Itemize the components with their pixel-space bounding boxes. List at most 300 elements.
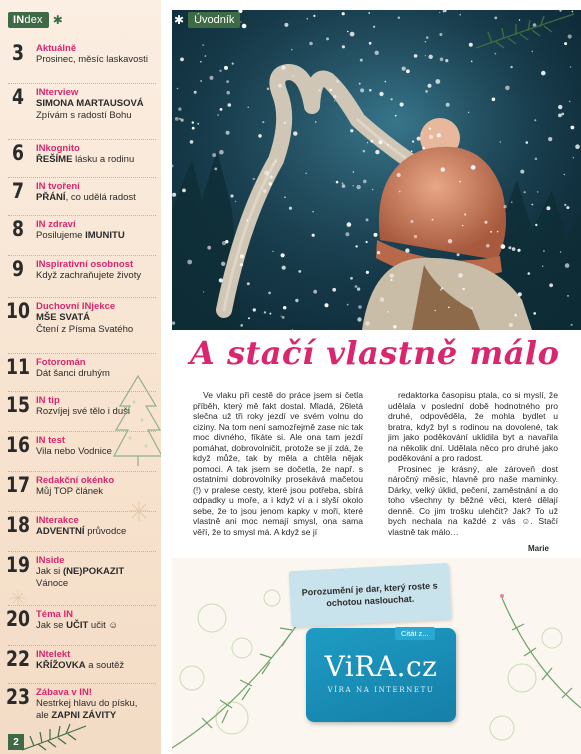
index-separator [8, 353, 156, 354]
snowflake [565, 263, 570, 268]
article-paragraph: Ve vlaku při cestě do práce jsem si četla příběh, který mě fakt dostal. Mladá, 26letá slečna už tři roky jezdí ve svém volnu do ciziny. Na tom není samozřejmě zase nic tak moc divného, fíkáte si. Ale ona tam jezdí pomáhat, dobrovolničit, protože se jí zdá, že když může, tak by měla a chtěla nějak pomoci. A tak jsem se dočetla, že např. s ostatními dobrovolníky prosekává mačetou (!) v pralese cesty, které jsou potřeba, sbírá odpadky u moře, a i když ví a i slyší okolo sebe, že to jsou jenom kapky v moři, které vlastně ani moc nemají smysl, ona sama věří, že to smysl má. A když se jí [193, 390, 363, 537]
snowflake [412, 140, 414, 142]
index-item-text [36, 180, 161, 204]
snowflake [459, 14, 461, 16]
snowflake [221, 262, 225, 266]
snowflake [369, 42, 372, 45]
snowflake [439, 12, 440, 13]
snowflake [432, 219, 434, 221]
snowflake [528, 272, 531, 275]
snowflake [373, 26, 375, 28]
snowflake [190, 140, 194, 144]
index-title: Posilujeme IMUNITU [36, 230, 125, 241]
snowflake [548, 137, 552, 141]
index-item[interactable] [0, 300, 161, 336]
snowflake [393, 325, 396, 328]
snowflake [264, 171, 269, 176]
quote-text: Porozumění je dar, který roste s ochotou naslouchat. [301, 580, 438, 609]
snowflake [253, 308, 256, 311]
snowflake [501, 244, 506, 249]
index-title: Rozvíjej své tělo i duši [36, 406, 130, 417]
index-title: ŘEŠÍME lásku a rodinu [36, 154, 135, 165]
snowflake-icon: ✱ [174, 13, 185, 27]
snowflake [504, 205, 507, 208]
snowflake [366, 271, 369, 274]
index-category: INtelekt [36, 649, 71, 660]
index-tag: INdex [8, 12, 49, 28]
editorial-header [174, 12, 240, 28]
snowflake [275, 161, 277, 163]
snowflake [390, 279, 392, 281]
snowflake [293, 131, 297, 135]
snowflake [509, 323, 513, 327]
index-page-number: 18 [6, 513, 30, 537]
snowflake [281, 316, 282, 317]
index-column [0, 0, 165, 754]
snowflake [298, 270, 301, 273]
snowflake [360, 88, 364, 92]
snowflake [387, 144, 389, 146]
snowflake [210, 76, 214, 80]
snowflake [312, 234, 315, 237]
snowflake [342, 182, 344, 184]
snowflake [421, 132, 423, 134]
snowflake [367, 142, 368, 143]
index-item[interactable] [0, 554, 161, 590]
snowflake [284, 197, 286, 199]
snowflake [226, 91, 230, 95]
snowflake [400, 102, 404, 106]
snowflake [398, 17, 400, 19]
snowflake [278, 84, 282, 88]
index-category: Téma IN [36, 609, 73, 620]
snowflake [363, 180, 367, 184]
snowflake [535, 224, 537, 226]
snowflake [514, 314, 517, 317]
snowflake [291, 49, 293, 51]
snowflake-icon [128, 500, 150, 522]
index-category: INterakce [36, 515, 79, 526]
snowflake [202, 44, 204, 46]
snowflake [390, 98, 392, 100]
snowflake [532, 51, 534, 53]
snowflake [225, 240, 228, 243]
index-item[interactable] [0, 42, 161, 66]
snowflake [226, 131, 230, 135]
snowflake [253, 178, 255, 180]
snowflake-icon: ✱ [52, 13, 63, 27]
index-category: IN zdraví [36, 219, 76, 230]
snowflake [240, 263, 243, 266]
index-category: Aktuálně [36, 43, 77, 54]
snowflake [387, 311, 389, 313]
snowflake [518, 292, 522, 296]
snowflake [283, 306, 286, 309]
index-page-number: 10 [6, 299, 30, 323]
snowflake [571, 324, 573, 326]
index-title: Když zachraňujete životy [36, 270, 142, 281]
index-separator [8, 645, 156, 646]
snowflake [414, 54, 418, 58]
index-item[interactable] [0, 258, 161, 282]
snowflake [542, 266, 543, 267]
index-page-number: 16 [6, 433, 30, 457]
snowflake [458, 273, 463, 278]
snowflake [385, 81, 387, 83]
index-header [8, 12, 63, 28]
snowflake [230, 194, 233, 197]
index-category: IN test [36, 435, 66, 446]
snowflake [505, 86, 510, 91]
index-subtitle: ale ZAPNI ZÁVITY [36, 710, 117, 721]
snowflake [270, 175, 273, 178]
snowflake [570, 66, 572, 68]
snowflake [217, 114, 219, 116]
snowflake [464, 213, 466, 215]
snowflake [405, 248, 409, 252]
index-page-number: 7 [12, 179, 24, 203]
quote-source-badge: Citát z... [395, 627, 435, 640]
snowflake [262, 121, 264, 123]
snowflake [566, 206, 569, 209]
snowflake [492, 98, 496, 102]
snowflake [182, 189, 186, 193]
index-category: Fotoromán [36, 357, 86, 368]
snowflake [268, 292, 271, 295]
snowflake [471, 165, 476, 170]
index-item[interactable] [0, 608, 161, 632]
snowflake [192, 121, 194, 123]
snowflake [240, 254, 244, 258]
index-title: SIMONA MARTAUSOVÁ [36, 98, 144, 109]
snowflake [520, 170, 524, 174]
index-item[interactable] [0, 180, 161, 204]
index-item[interactable] [0, 86, 161, 122]
snowflake [282, 316, 285, 319]
index-separator [8, 551, 156, 552]
snowflake [399, 191, 401, 193]
snowflake [571, 126, 575, 130]
snowflake [178, 107, 181, 110]
index-item-text [36, 686, 161, 722]
index-category: Duchovní INjekce [36, 301, 116, 312]
snowflake [200, 80, 202, 82]
index-separator [8, 605, 156, 606]
index-separator [8, 471, 156, 472]
snowflake [180, 58, 184, 62]
snowflake [564, 204, 566, 206]
snowflake [435, 79, 440, 84]
index-item[interactable] [0, 218, 161, 242]
snowflake [375, 51, 379, 55]
snowflake [440, 289, 442, 291]
snowflake [203, 291, 204, 292]
snowflake [410, 220, 413, 223]
snowflake [379, 140, 383, 144]
index-item[interactable] [0, 142, 161, 166]
vira-logo: ViRA.cz [324, 650, 438, 683]
snowflake [347, 31, 349, 33]
index-category: Redakční okénko [36, 475, 115, 486]
snowflake [226, 80, 229, 83]
snowflake [537, 191, 539, 193]
snowflake [177, 88, 179, 90]
snowflake [526, 141, 529, 144]
article-column-2 [388, 390, 558, 537]
snowflake [219, 150, 224, 155]
index-page-number: 19 [6, 553, 30, 577]
author-signature: Marie [528, 544, 549, 553]
index-item[interactable] [0, 686, 161, 722]
snowflake [366, 241, 368, 243]
index-page-number: 11 [6, 355, 30, 379]
article-paragraph: Prosinec je krásný, ale zároveň dost náročný měsíc, hlavně pro naše maminky. Dárky, velký úklid, pečení, zaměstnání a do toho všechny ty běžné věci, které dělají denně. Co jim trošku ulehčit? Jak? To už bych nechala na každé z vás ☺. Stačí vlastně tak málo… [388, 463, 558, 537]
snowflake [490, 231, 492, 233]
christmas-tree-icon [112, 372, 164, 468]
index-item-text [36, 648, 161, 672]
snowflake [485, 221, 488, 224]
snowflake [434, 310, 436, 312]
snowflake [242, 24, 247, 29]
index-item-text [36, 608, 161, 632]
snowflake [312, 211, 314, 213]
index-subtitle: Zpívám s radostí Bohu [36, 110, 132, 121]
index-title: PŘÁNÍ, co udělá radost [36, 192, 136, 203]
snowflake [240, 21, 241, 22]
snowflake [422, 147, 425, 150]
snowflake [549, 283, 553, 287]
snowflake [448, 239, 452, 243]
snowflake [543, 250, 545, 252]
snowflake [534, 119, 536, 121]
snowflake [284, 122, 286, 124]
snowflake [372, 189, 374, 191]
snowflake [214, 168, 217, 171]
snowflake [441, 167, 445, 171]
snowflake [546, 206, 550, 210]
snowflake [350, 277, 353, 280]
snowflake [326, 37, 329, 40]
snowflake [395, 115, 397, 117]
snowflake [500, 141, 502, 143]
index-separator [8, 215, 156, 216]
index-category: Zábava v IN! [36, 687, 92, 698]
snowflake [425, 55, 426, 56]
snowflake [569, 101, 571, 103]
snowflake [235, 201, 237, 203]
index-item[interactable] [0, 648, 161, 672]
snowflake [573, 157, 574, 158]
snowflake [269, 182, 273, 186]
snowflake [531, 204, 533, 206]
index-separator [8, 683, 156, 684]
snowflake [511, 202, 512, 203]
snowflake [350, 32, 355, 37]
snowflake [446, 103, 450, 107]
snowflake [325, 303, 329, 307]
snowflake [462, 225, 463, 226]
index-separator [8, 177, 156, 178]
index-title: Jak se UČIT učit ☺ [36, 620, 119, 631]
index-category: INkognito [36, 143, 80, 154]
snowflake [212, 153, 216, 157]
hero-photo [172, 10, 581, 330]
snowflake [333, 95, 336, 98]
snowflake [417, 137, 421, 141]
snowflake [332, 288, 336, 292]
snowflake [363, 150, 366, 153]
snowflake [425, 41, 427, 43]
snowflake [307, 18, 308, 19]
snowflake [273, 164, 274, 165]
pine-branch-icon [20, 722, 90, 752]
index-category: IN tip [36, 395, 60, 406]
snowflake [281, 253, 285, 257]
snowflake [258, 134, 262, 138]
index-item-text [36, 474, 161, 498]
snowflake [292, 75, 293, 76]
index-item[interactable] [0, 474, 161, 498]
headline: A stačí vlastně málo [190, 334, 560, 372]
snowflake [428, 84, 432, 88]
snowflake [179, 118, 181, 120]
snowflake [309, 42, 313, 46]
snowflake [353, 185, 354, 186]
index-page-number: 9 [12, 257, 24, 281]
snowflake [187, 260, 192, 265]
snowflake [471, 61, 473, 63]
page-number: 2 [8, 734, 24, 750]
index-title: Nestrkej hlavu do písku, [36, 698, 138, 709]
snowflake [371, 140, 374, 143]
snowflake [366, 218, 369, 221]
snowflake [379, 92, 383, 96]
snowflake [353, 171, 354, 172]
snowflake [228, 103, 232, 107]
snowflake [240, 324, 243, 327]
snowflake [535, 158, 538, 161]
snowflake [197, 123, 199, 125]
snowflake [295, 299, 298, 302]
snowflake [425, 90, 428, 93]
snowflake [313, 15, 315, 17]
snowflake [406, 69, 410, 73]
snowflake [374, 233, 378, 237]
snowflake [284, 23, 288, 27]
index-page-number: 23 [6, 685, 30, 709]
index-page-number: 22 [6, 647, 30, 671]
index-page-number: 6 [12, 141, 24, 165]
snowflake [282, 266, 286, 270]
snowflake [402, 67, 406, 71]
index-subtitle: Vánoce [36, 578, 69, 589]
snowflake [355, 245, 357, 247]
snowflake [512, 247, 516, 251]
snowflake [439, 33, 442, 36]
snowflake [194, 91, 197, 94]
snowflake [575, 144, 580, 149]
snowflake [360, 59, 363, 62]
snowflake [313, 290, 317, 294]
snowflake [334, 100, 335, 101]
snowflake [365, 321, 369, 325]
index-subtitle: Čtení z Písma Svatého [36, 324, 134, 335]
snowflake [357, 317, 361, 321]
snowflake [445, 59, 448, 62]
snowflake [263, 189, 266, 192]
snowflake [200, 61, 202, 63]
snowflake [336, 181, 339, 184]
snowflake [315, 121, 316, 122]
snowflake [342, 184, 346, 188]
snowflake [380, 297, 385, 302]
snowflake [426, 36, 429, 39]
snowflake [368, 12, 370, 14]
snowflake [175, 117, 179, 121]
index-separator [8, 297, 156, 298]
snowflake [220, 108, 223, 111]
snowflake [269, 313, 271, 315]
snowflake [486, 244, 490, 248]
index-title: Jak si (NE)POKAZIT [36, 566, 125, 577]
snowflake [246, 219, 248, 221]
snowflake [219, 70, 221, 72]
index-separator [8, 139, 156, 140]
snowflake [355, 285, 358, 288]
index-separator [8, 83, 156, 84]
snowflake [289, 207, 292, 210]
snowflake [347, 222, 352, 227]
snowflake [459, 181, 461, 183]
index-title: MŠE SVATÁ [36, 312, 91, 323]
snowflake [429, 135, 433, 139]
snowflake [247, 282, 250, 285]
article-column-1 [193, 390, 363, 537]
index-title: Dát šanci druhým [36, 368, 110, 379]
snowflake [356, 185, 360, 189]
snowflake [357, 287, 360, 290]
index-page-number: 3 [12, 41, 24, 65]
snowflake [232, 63, 234, 65]
snowflake [342, 45, 345, 48]
snowflake [390, 274, 394, 278]
snowflake [508, 246, 511, 249]
index-item-text [36, 300, 161, 336]
article-paragraph: redaktorka časopisu ptala, co si myslí, že udělala v poslední době hodnotného pro druhé, odpověděla, že mohla bydlet u bratra, když byl s rodinou na dovolené, tak jim jako poděkování uklidila byt a navařila na několik dní. Udělala něco pro druhé jako poděkování a pro radost. [388, 390, 558, 463]
snowflake [375, 150, 379, 154]
snowflake [350, 129, 353, 132]
snowflake-icon [10, 590, 26, 606]
snowflake [267, 88, 270, 91]
snowflake [524, 191, 526, 193]
index-item-text [36, 42, 161, 66]
index-page-number: 15 [6, 393, 30, 417]
index-page-number: 20 [6, 607, 30, 631]
index-item-text [36, 142, 161, 166]
index-page-number: 17 [6, 473, 30, 497]
snowflake [369, 89, 372, 92]
index-category: INspirativní osobnost [36, 259, 134, 270]
index-title: KŘÍŽOVKA a soutěž [36, 660, 125, 671]
snowflake [510, 66, 512, 68]
index-separator [8, 255, 156, 256]
snowflake [560, 251, 562, 253]
snowflake [264, 311, 266, 313]
snowflake [471, 307, 472, 308]
pine-branch-icon [470, 10, 580, 50]
snowflake [330, 89, 332, 91]
editorial-tag: Úvodník [188, 12, 240, 28]
